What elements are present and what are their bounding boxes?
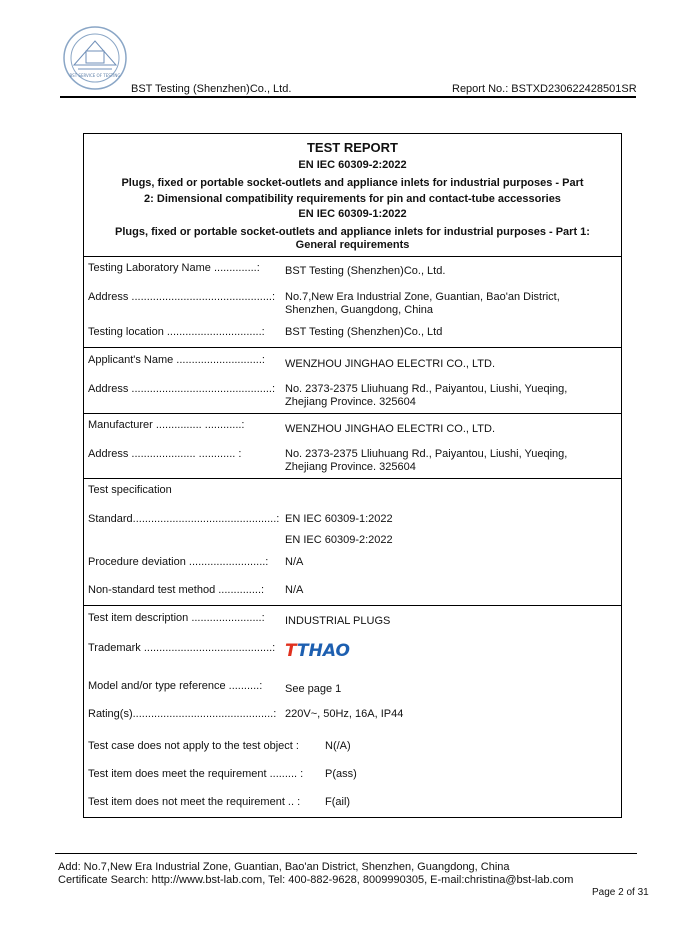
- rating-label: Rating(s)..............................................:: [88, 708, 277, 720]
- standard-1-desc-line1: Plugs, fixed or portable socket-outlets and appliance inlets for industrial purposes - Part: [121, 177, 584, 189]
- header-report-number: Report No.: BSTXD230622428501SR: [452, 83, 637, 95]
- verdict-fail-value: F(ail): [325, 796, 351, 808]
- model-value: See page 1: [285, 683, 342, 695]
- footer-address: Add: No.7,New Era Industrial Zone, Guantian, Bao'an District, Shenzhen, Guangdong, China: [58, 861, 510, 873]
- footer-divider: [55, 853, 637, 854]
- lab-address-line2: Shenzhen, Guangdong, China: [285, 304, 434, 316]
- verdict-fail-label: Test item does not meet the requirement .. :: [88, 796, 301, 808]
- lab-name-value: BST Testing (Shenzhen)Co., Ltd.: [285, 265, 446, 277]
- standard-2-desc-line2: General requirements: [295, 239, 410, 251]
- spec-deviation-value: N/A: [285, 556, 304, 568]
- verdict-pass-label: Test item does meet the requirement ......... :: [88, 768, 304, 780]
- lab-name-label: Testing Laboratory Name ..............:: [88, 262, 260, 274]
- header-divider: [60, 96, 636, 98]
- manufacturer-address-line1: No. 2373-2375 Lliuhuang Rd., Paiyantou, Liushi, Yueqing,: [285, 448, 568, 460]
- spec-standard-label: Standard...............................................:: [88, 513, 280, 525]
- standard-1-desc-line2: 2: Dimensional compatibility requirements for pin and contact-tube accessories: [144, 193, 561, 205]
- spec-deviation-label: Procedure deviation .........................:: [88, 556, 269, 568]
- item-description-value: INDUSTRIAL PLUGS: [285, 615, 391, 627]
- divider: [84, 347, 621, 348]
- applicant-name-value: WENZHOU JINGHAO ELECTRI CO., LTD.: [285, 358, 496, 370]
- manufacturer-address-label: Address ..................... ............ :: [88, 448, 242, 460]
- logo-text: BST SERVICE OF TESTING: [69, 73, 121, 78]
- report-box: [83, 133, 622, 818]
- spec-standard-value-1: EN IEC 60309-1:2022: [285, 513, 393, 525]
- item-description-label: Test item description .......................:: [88, 612, 265, 624]
- lab-location-label: Testing location ...............................:: [88, 326, 265, 338]
- lab-address-label: Address ..............................................:: [88, 291, 276, 303]
- report-title: TEST REPORT: [306, 140, 398, 155]
- manufacturer-name-label: Manufacturer ............... ............:: [88, 419, 245, 431]
- spec-standard-value-2: EN IEC 60309-2:2022: [285, 534, 393, 546]
- model-label: Model and/or type reference ..........:: [88, 680, 263, 692]
- divider: [84, 605, 621, 606]
- verdict-na-label: Test case does not apply to the test object :: [88, 740, 299, 752]
- spec-nonstandard-label: Non-standard test method ..............:: [88, 584, 265, 596]
- manufacturer-name-value: WENZHOU JINGHAO ELECTRI CO., LTD.: [285, 423, 496, 435]
- applicant-address-line1: No. 2373-2375 Lliuhuang Rd., Paiyantou, Liushi, Yueqing,: [285, 383, 568, 395]
- lab-address-line1: No.7,New Era Industrial Zone, Guantian, Bao'an District,: [285, 291, 560, 303]
- verdict-na-value: N(/A): [325, 740, 351, 752]
- standard-2-desc-line1: Plugs, fixed or portable socket-outlets and appliance inlets for industrial purposes - Part 1:: [115, 226, 590, 238]
- divider: [84, 478, 621, 479]
- verdict-pass-value: P(ass): [325, 768, 357, 780]
- applicant-address-line2: Zhejiang Province. 325604: [285, 396, 416, 408]
- header-company: BST Testing (Shenzhen)Co., Ltd.: [131, 83, 292, 95]
- manufacturer-address-line2: Zhejiang Province. 325604: [285, 461, 416, 473]
- applicant-name-label: Applicant's Name ............................:: [88, 354, 265, 366]
- footer-contact: Certificate Search: http://www.bst-lab.com, Tel: 400-882-9628, 8009990305, E-mail:christina@bst-lab.com: [58, 874, 574, 886]
- divider: [84, 256, 621, 257]
- standard-2: EN IEC 60309-1:2022: [298, 208, 407, 220]
- spec-nonstandard-value: N/A: [285, 584, 304, 596]
- bst-seal-logo-icon: [62, 25, 128, 91]
- applicant-address-label: Address ..............................................:: [88, 383, 276, 395]
- page-number: Page 2 of 31: [592, 887, 649, 898]
- standard-1: EN IEC 60309-2:2022: [298, 159, 407, 171]
- trademark-text: THAO: [297, 641, 350, 661]
- divider: [84, 413, 621, 414]
- trademark-label: Trademark ..........................................:: [88, 642, 276, 654]
- trademark-logo-icon: TTHAO: [285, 641, 350, 661]
- spec-heading: Test specification: [88, 484, 172, 496]
- rating-value: 220V~, 50Hz, 16A, IP44: [285, 708, 404, 720]
- lab-location-value: BST Testing (Shenzhen)Co., Ltd: [285, 326, 443, 338]
